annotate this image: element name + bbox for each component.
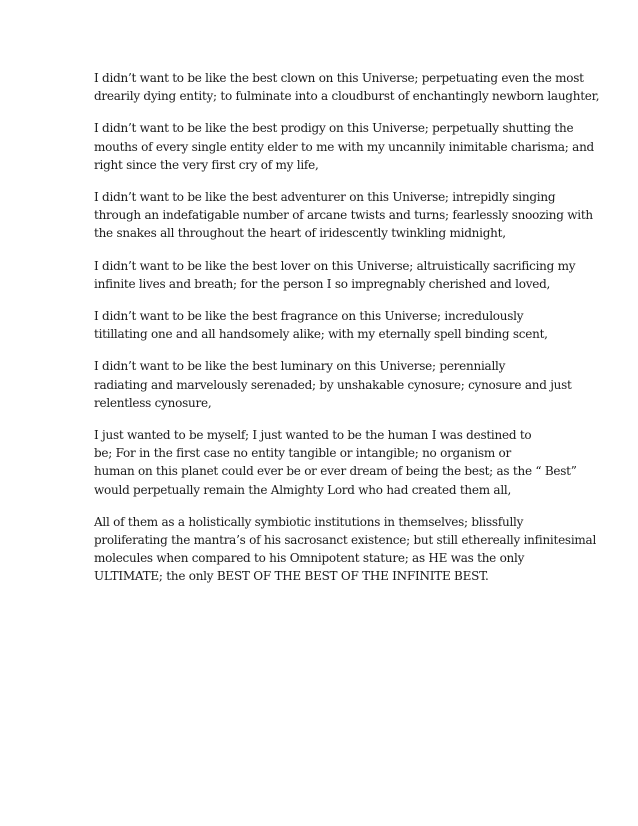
stanza-line: I didn’t want to be like the best luminary on this Universe; perennially: [94, 359, 506, 374]
stanza-line: ULTIMATE; the only BEST OF THE BEST OF THE INFINITE BEST.: [94, 569, 489, 584]
stanza-line: the snakes all throughout the heart of iridescently twinkling midnight,: [94, 226, 506, 241]
stanza-6: [94, 357, 572, 412]
stanza-4: [94, 257, 576, 293]
stanza-8: [94, 513, 597, 586]
stanza-line: I didn’t want to be like the best prodigy on this Universe; perpetually shutting the: [94, 121, 574, 136]
stanza-line: molecules when compared to his Omnipotent stature; as HE was the only: [94, 551, 525, 566]
stanza-7: [94, 426, 577, 499]
stanza-line: through an indefatigable number of arcane twists and turns; fearlessly snoozing with: [94, 208, 593, 223]
stanza-line: proliferating the mantra’s of his sacrosanct existence; but still ethereally infinitesimal: [94, 533, 597, 548]
stanza-2: [94, 119, 594, 174]
stanza-line: I didn’t want to be like the best fragrance on this Universe; incredulously: [94, 309, 524, 324]
stanza-line: I didn’t want to be like the best adventurer on this Universe; intrepidly singing: [94, 190, 556, 205]
stanza-line: drearily dying entity; to fulminate into a cloudburst of enchantingly newborn laughter,: [94, 89, 600, 104]
stanza-line: relentless cynosure,: [94, 395, 212, 410]
poem-body: [94, 69, 600, 600]
stanza-line: titillating one and all handsomely alike; with my eternally spell binding scent,: [94, 327, 548, 342]
stanza-line: I didn’t want to be like the best lover on this Universe; altruistically sacrificing my: [94, 258, 576, 273]
stanza-line: would perpetually remain the Almighty Lord who had created them all,: [94, 482, 512, 497]
stanza-line: I didn’t want to be like the best clown on this Universe; perpetuating even the most: [94, 71, 584, 85]
stanza-line: All of them as a holistically symbiotic institutions in themselves; blissfully: [94, 514, 524, 529]
stanza-1: [94, 69, 600, 105]
stanza-line: be; For in the first case no entity tangible or intangible; no organism or: [94, 446, 512, 461]
stanza-line: infinite lives and breath; for the person I so impregnably cherished and loved,: [94, 276, 551, 291]
stanza-line: mouths of every single entity elder to me with my uncannily inimitable charisma; and: [94, 139, 594, 154]
stanza-line: right since the very first cry of my life,: [94, 157, 319, 172]
stanza-line: human on this planet could ever be or ever dream of being the best; as the “ Best”: [94, 464, 577, 479]
stanza-3: [94, 188, 593, 243]
stanza-5: [94, 307, 554, 343]
stanza-line: radiating and marvelously serenaded; by unshakable cynosure; cynosure and just: [94, 377, 572, 392]
stanza-line: I just wanted to be myself; I just wanted to be the human I was destined to: [94, 428, 532, 443]
